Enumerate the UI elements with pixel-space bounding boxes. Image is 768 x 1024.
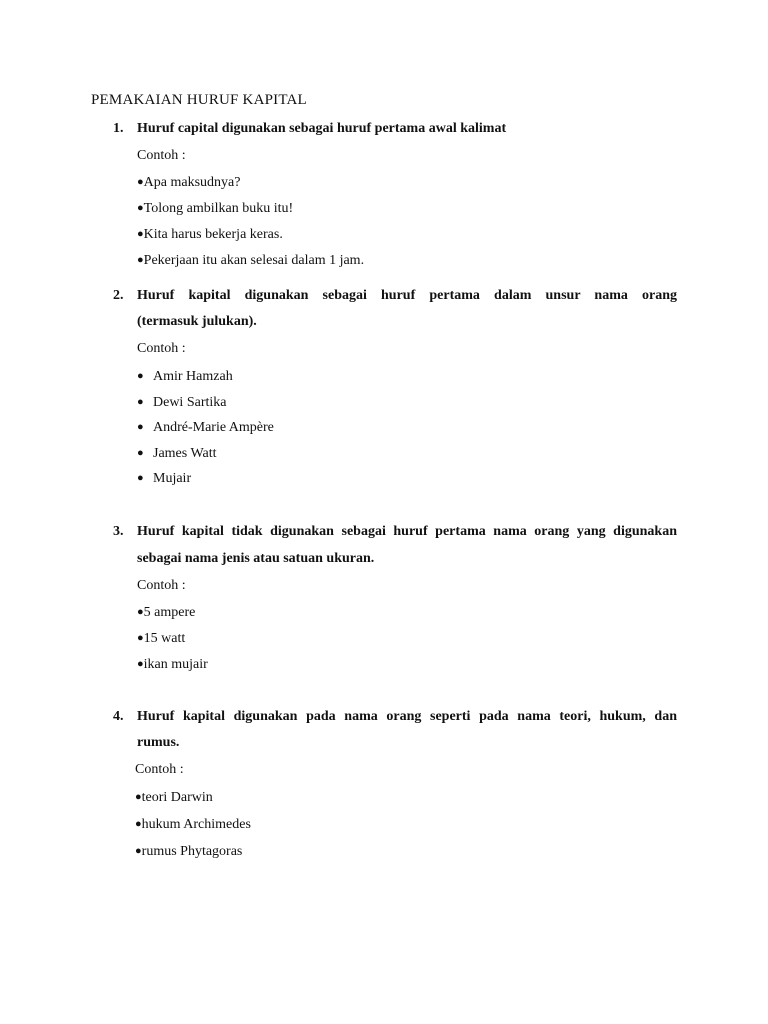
list-item: ●Pekerjaan itu akan selesai dalam 1 jam. bbox=[137, 250, 364, 271]
example-label-1: Contoh : bbox=[137, 148, 186, 163]
bullet-icon: ● bbox=[137, 370, 144, 382]
list-item: ● Amir Hamzah bbox=[137, 366, 233, 387]
section-heading-4-line2: rumus. bbox=[137, 735, 180, 750]
bullet-icon: ● bbox=[137, 254, 144, 266]
bullet-icon: ● bbox=[137, 421, 144, 433]
bullet-icon: ● bbox=[135, 845, 142, 857]
section-number-4: 4. bbox=[113, 709, 124, 724]
bullet-icon: ● bbox=[137, 396, 144, 408]
bullet-icon: ● bbox=[137, 606, 144, 618]
document-title: PEMAKAIAN HURUF KAPITAL bbox=[91, 92, 307, 108]
list-item: ● André-Marie Ampère bbox=[137, 417, 274, 438]
bullet-icon: ● bbox=[135, 791, 142, 803]
bullet-icon: ● bbox=[137, 472, 144, 484]
list-item: ● Dewi Sartika bbox=[137, 392, 226, 413]
section-heading-2-line1: Huruf kapital digunakan sebagai huruf pertama dalam unsur nama orang bbox=[137, 288, 677, 303]
list-item: ●ikan mujair bbox=[137, 654, 208, 675]
section-heading-1: Huruf capital digunakan sebagai huruf pertama awal kalimat bbox=[137, 121, 507, 136]
section-number-2: 2. bbox=[113, 288, 124, 303]
list-item: ●15 watt bbox=[137, 628, 185, 649]
bullet-icon: ● bbox=[137, 632, 144, 644]
example-label-3: Contoh : bbox=[137, 578, 186, 593]
example-label-4: Contoh : bbox=[135, 762, 184, 777]
list-item: ●Tolong ambilkan buku itu! bbox=[137, 198, 293, 219]
bullet-icon: ● bbox=[135, 818, 142, 830]
list-item: ●hukum Archimedes bbox=[135, 814, 251, 835]
section-number-1: 1. bbox=[113, 121, 124, 136]
example-label-2: Contoh : bbox=[137, 341, 186, 356]
list-item: ●teori Darwin bbox=[135, 787, 213, 808]
bullet-icon: ● bbox=[137, 228, 144, 240]
section-heading-3-line1: Huruf kapital tidak digunakan sebagai huruf pertama nama orang yang digunakan bbox=[137, 524, 677, 539]
bullet-icon: ● bbox=[137, 202, 144, 214]
list-item: ●Kita harus bekerja keras. bbox=[137, 224, 283, 245]
section-heading-3-line2: sebagai nama jenis atau satuan ukuran. bbox=[137, 551, 375, 566]
list-item: ● James Watt bbox=[137, 443, 217, 464]
bullet-icon: ● bbox=[137, 658, 144, 670]
section-number-3: 3. bbox=[113, 524, 124, 539]
section-heading-2-line2: (termasuk julukan). bbox=[137, 314, 257, 329]
bullet-icon: ● bbox=[137, 447, 144, 459]
bullet-icon: ● bbox=[137, 176, 144, 188]
list-item: ●Apa maksudnya? bbox=[137, 172, 240, 193]
list-item: ●rumus Phytagoras bbox=[135, 841, 242, 862]
section-heading-4-line1: Huruf kapital digunakan pada nama orang seperti pada nama teori, hukum, dan bbox=[137, 709, 677, 724]
list-item: ● Mujair bbox=[137, 468, 191, 489]
list-item: ●5 ampere bbox=[137, 602, 195, 623]
